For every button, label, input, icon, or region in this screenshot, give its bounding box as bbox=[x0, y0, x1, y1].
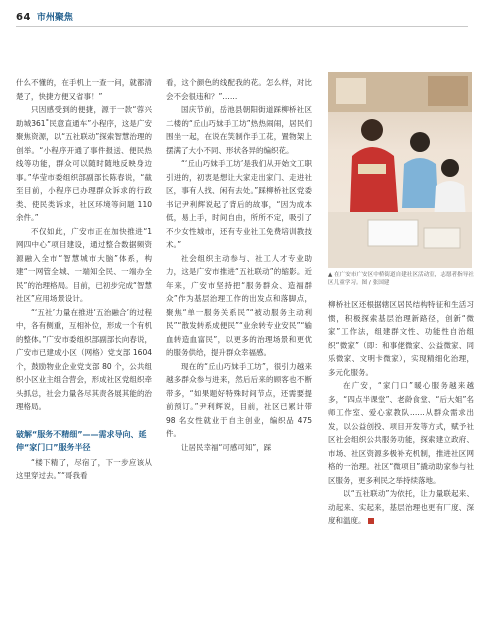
section-title: 市州聚焦 bbox=[36, 13, 73, 23]
photo-caption: ▲ 在广安市广安区中桥街道自建社区活动室，志愿者指导社区儿童学习。图 / 张国建 bbox=[328, 272, 474, 286]
paragraph: 让居民幸福“可感可知”，踩 bbox=[181, 442, 272, 452]
paragraph: 什么不懂的，在手机上一查一问，就都清楚了，快捷方便又省事！” bbox=[16, 78, 152, 101]
page-number: 64 bbox=[16, 12, 31, 23]
paragraph-text: 以“五社联动”为依托，让力量联起来、动起来、实起来，基层治理也更有厂度、深度和温度。 bbox=[328, 489, 474, 525]
paragraph: 社会组织主动参与、社工人才专业助力，这是广安市推进“五社联动”的缩影。近年来，广安市坚持把“服务群众、造福群众”作为基层治理工作的出发点和落脚点，聚焦“单一服务关系民”“被动服务主动利民”“散发转系成便民”“业余转专业安民”“输血转造血富民”，以更多的治理场景和更优的服务供给，提升群众幸福感。 bbox=[166, 253, 312, 357]
paragraph: “‘五社’力量在推进‘五治融合’的过程中，各有侧重，互相补位，形成一个有机的整体。”广安市委组织部副部长向春说，广安市已建成小区（网格）党支部 1604 个，鼓励物业企业党支部 80 个，公共组织小区业主组合营会，形成社区党组织牵头抓总，社会力量各尽其责各展其能的治理格局。 bbox=[16, 307, 152, 411]
paragraph: “‘丘山巧妹手工坊’是我们从开始文工职引进的，初衷是想让大家走出家门、走进社区，事有人找、闲有去处。”踩柳桥社区党委书记尹利辉说起了背后的故事，“因为成本低，易上手，时间自由，所所不定，吸引了不少女性城市，还有专业社工免费培训教技术。” bbox=[166, 159, 312, 249]
end-mark-icon bbox=[368, 518, 374, 524]
paragraph: 现在的“丘山巧妹手工坊”，很引力越来越多群众参与进来，然后后来的顾客也不断带多，“如果题好特殊时间节点，还需要提前预订。”尹利辉说，目前，社区已累计带 98 名女性就业于自主创业，编织品 475 件。 bbox=[166, 361, 312, 438]
page-header bbox=[16, 10, 73, 24]
section-subheading: 破解“服务不精细”——需求导向、延伸“家门口”服务半径 bbox=[16, 429, 147, 452]
paragraph bbox=[328, 487, 474, 528]
paragraph: “楼下精了，尽宿了，下一步应该从这里穿过去。”“哥我看 bbox=[16, 457, 152, 480]
column-2 bbox=[166, 76, 312, 454]
paragraph: 不仅如此，广安市正在加快推进“1 网四中心”项目建设，通过整合数据频资源融入全市“智慧城市大脑”体系，构建“一网管全城、一端知全民、一端办全民”的治理格局。目前，已初步完成“智慧社区”应用场景设计。 bbox=[16, 226, 152, 303]
column-1 bbox=[16, 76, 152, 483]
photo-illustration bbox=[328, 72, 472, 268]
column-3 bbox=[328, 298, 474, 528]
paragraph: 国庆节前，岳池县朝阳街道踩柳桥社区二楼的“丘山巧妹手工坊”热热闹闹，居民们围坐一起，在说在笑制作手工花，置物架上摆满了大小不同、形状各异的编织花。 bbox=[166, 105, 312, 155]
paragraph: 柳桥社区还根据辖区居民结构特征和生活习惯，积极探索基层治理新路径，创新“微家”工作法，组建群文性、功能性自治组织“微家”（即：和事佬微家、公益微家、同乐微家、文明卡微家），实现精细化治理，多元化服务。 bbox=[328, 300, 474, 377]
article-photo bbox=[328, 72, 472, 268]
paragraph: 在广安，“家门口”暖心服务越来越多，“四点半课堂”、老龄食堂、“后大姐”名师工作室、爱心家教队……从群众需求出发，以公益创投、项目开发等方式，赋予社区社会组织公共服务功能，探索建立政府、市场、社区资源多极补充机制，推进社区网格的一治理。社区“微项目”撬动助家参与社区服务，更多利民之举持续落地。 bbox=[328, 381, 474, 485]
header-divider bbox=[16, 26, 468, 27]
paragraph: 看，这个颜色的线配我的花。怎么样，对比会不会很违和？”…… bbox=[166, 78, 312, 101]
paragraph: 只因感受到的便捷，源于一款“蓉兴助城361˚民意直通车”小程序，这是广安聚焦资源，以“五社联动”探索智慧治理的创举。“小程序开通了事件报送、便民热线等功能，群众可以随时随地反映身边事。”华莹市委组织部副部长陈春说，“截至目前，小程序已办理群众诉求的行政类、使民类诉求，社区环境等问题 110 余件。” bbox=[16, 105, 152, 222]
